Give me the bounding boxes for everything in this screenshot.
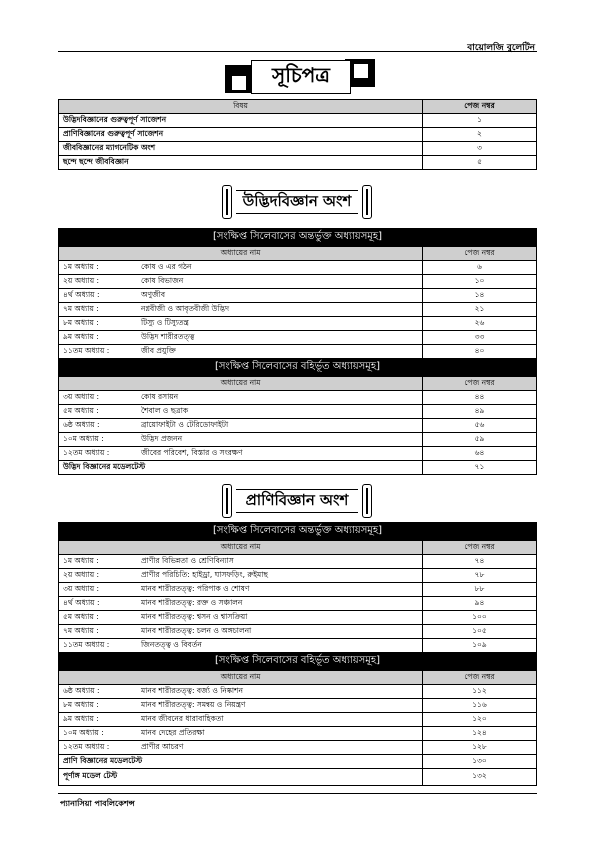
chapter-title: জিনতত্ত্ব ও বিবর্তন: [137, 639, 423, 653]
chapter-number: ৩য় অধ্যায় :: [59, 583, 138, 597]
model-test-row: [59, 461, 537, 475]
col-page: পেজ নম্বর: [423, 377, 537, 391]
chapter-number: ৭ম অধ্যায় :: [59, 625, 138, 639]
chapter-title: মানব শারীরতত্ত্ব: রক্ত ও সঞ্চালন: [137, 597, 423, 611]
chapter-title: কোষ ও এর গঠন: [137, 261, 423, 275]
chapter-row: [59, 639, 537, 653]
summary-subject: প্রাণিবিজ্ঞানের গুরুত্বপূর্ণ সাজেশন: [59, 128, 423, 142]
summary-page: ২: [423, 128, 537, 142]
chapter-row: [59, 433, 537, 447]
section-header-excluded: [59, 653, 537, 671]
col-page: পেজ নম্বর: [423, 671, 537, 685]
zoology-table: [58, 522, 537, 786]
col-chapter-name: অধ্যায়ের নাম: [59, 377, 423, 391]
chapter-number: ১০ম অধ্যায় :: [59, 727, 138, 741]
section-header: [সংক্ষিপ্ত সিলেবাসের বহির্ভূত অধ্যায়সমূহ]: [59, 359, 537, 377]
chapter-number: ২য় অধ্যায় :: [59, 275, 138, 289]
section-header: [সংক্ষিপ্ত সিলেবাসের অন্তর্ভুক্ত অধ্যায়সমূহ]: [59, 229, 537, 247]
chapter-number: ৩য় অধ্যায় :: [59, 391, 138, 405]
chapter-row: [59, 447, 537, 461]
scroll-roll-left: [222, 185, 232, 219]
chapter-title: মানব শারীরতত্ত্ব: শ্বসন ও শ্বাসক্রিয়া: [137, 611, 423, 625]
column-header-row: [59, 541, 537, 555]
chapter-number: ১১তম অধ্যায় :: [59, 345, 138, 359]
chapter-title: প্রাণীর পরিচিতি: হাইড্রা, ঘাসফড়িং, রুইমাছ: [137, 569, 423, 583]
model-test-row: [59, 755, 537, 769]
chapter-row: [59, 261, 537, 275]
summary-subject: জীববিজ্ঞানের ম্যাগনেটিক অংশ: [59, 142, 423, 156]
chapter-row: [59, 275, 537, 289]
column-header-row: [59, 671, 537, 685]
chapter-number: ৭ম অধ্যায় :: [59, 303, 138, 317]
summary-page: ৩: [423, 142, 537, 156]
chapter-title: অণুজীব: [137, 289, 423, 303]
chapter-row: [59, 331, 537, 345]
chapter-row: [59, 555, 537, 569]
full-model-test-row: [59, 769, 537, 786]
chapter-row: [59, 303, 537, 317]
chapter-page: ৮৮: [423, 583, 537, 597]
summary-subject: ছন্দে ছন্দে জীববিজ্ঞান: [59, 156, 423, 170]
chapter-title: জীবের পরিবেশ, বিস্তার ও সংরক্ষণ: [137, 447, 423, 461]
summary-subject: উদ্ভিদবিজ্ঞানের গুরুত্বপূর্ণ সাজেশন: [59, 114, 423, 128]
chapter-row: [59, 569, 537, 583]
col-page: পেজ নম্বর: [423, 247, 537, 261]
chapter-page: ২৬: [423, 317, 537, 331]
chapter-page: ২১: [423, 303, 537, 317]
chapter-row: [59, 317, 537, 331]
publisher-name: প্যানাসিয়া পাবলিকেশন্স: [60, 799, 135, 808]
chapter-page: ৩৩: [423, 331, 537, 345]
chapter-page: ১৪: [423, 289, 537, 303]
chapter-title: নগ্নবীজী ও আবৃতবীজী উদ্ভিদ: [137, 303, 423, 317]
chapter-row: [59, 727, 537, 741]
botany-table: [58, 228, 537, 475]
col-page: পেজ নম্বর: [423, 541, 537, 555]
header-rule: [58, 51, 537, 52]
chapter-title: উদ্ভিদ প্রজনন: [137, 433, 423, 447]
chapter-page: ১০: [423, 275, 537, 289]
chapter-number: ১২তম অধ্যায় :: [59, 447, 138, 461]
chapter-number: ৫ম অধ্যায় :: [59, 405, 138, 419]
chapter-row: [59, 289, 537, 303]
chapter-title: মানব শারীরতত্ত্ব: বর্জ্য ও নিষ্কাশন: [137, 685, 423, 699]
chapter-number: ১ম অধ্যায় :: [59, 555, 138, 569]
chapter-row: [59, 391, 537, 405]
chapter-title: মানব জীবনের ধারাবাহিকতা: [137, 713, 423, 727]
chapter-row: [59, 611, 537, 625]
chapter-page: ১২০: [423, 713, 537, 727]
chapter-row: [59, 699, 537, 713]
col-page: পেজ নম্বর: [423, 100, 537, 114]
chapter-page: ৯৪: [423, 597, 537, 611]
chapter-number: ১ম অধ্যায় :: [59, 261, 138, 275]
chapter-page: ৭৪: [423, 555, 537, 569]
chapter-number: ৬ষ্ঠ অধ্যায় :: [59, 685, 138, 699]
chapter-row: [59, 597, 537, 611]
model-test-page: ৭১: [423, 461, 537, 475]
chapter-title: শৈবাল ও ছত্রাক: [137, 405, 423, 419]
chapter-title: মানব শারীরতত্ত্ব: পরিপাক ও শোষণ: [137, 583, 423, 597]
model-test-title: প্রাণি বিজ্ঞানের মডেলটেস্ট: [59, 755, 423, 769]
scroll-roll-right: [362, 484, 372, 518]
summary-row: [59, 156, 537, 170]
section-header: [সংক্ষিপ্ত সিলেবাসের বহির্ভূত অধ্যায়সমূহ]: [59, 653, 537, 671]
chapter-title: ব্রায়োফাইটা ও টেরিডোফাইটা: [137, 419, 423, 433]
chapter-row: [59, 685, 537, 699]
chapter-title: টিস্যু ও টিস্যুতন্ত্র: [137, 317, 423, 331]
summary-header-row: [59, 100, 537, 114]
footer-rule: [58, 793, 537, 794]
chapter-number: ৮ম অধ্যায় :: [59, 317, 138, 331]
chapter-title: উদ্ভিদ শারীরতত্ত্ব: [137, 331, 423, 345]
full-model-test-page: ১৩২: [423, 769, 537, 786]
chapter-number: ৫ম অধ্যায় :: [59, 611, 138, 625]
botany-title-scroll: [222, 185, 372, 217]
model-test-page: ১৩০: [423, 755, 537, 769]
chapter-page: ৭৮: [423, 569, 537, 583]
summary-row: [59, 114, 537, 128]
zoology-title-scroll: [222, 484, 372, 516]
chapter-page: ৬৪: [423, 447, 537, 461]
chapter-number: ৯ম অধ্যায় :: [59, 331, 138, 345]
col-chapter-name: অধ্যায়ের নাম: [59, 247, 423, 261]
chapter-number: ২য় অধ্যায় :: [59, 569, 138, 583]
summary-page: ১: [423, 114, 537, 128]
zoology-title: প্রাণিবিজ্ঞান অংশ: [236, 489, 358, 513]
section-header-excluded: [59, 359, 537, 377]
chapter-row: [59, 405, 537, 419]
chapter-page: ১১২: [423, 685, 537, 699]
chapter-page: ৫৯: [423, 433, 537, 447]
chapter-row: [59, 419, 537, 433]
chapter-page: ৪০: [423, 345, 537, 359]
col-subject: বিষয়: [59, 100, 423, 114]
chapter-row: [59, 713, 537, 727]
chapter-title: জীব প্রযুক্তি: [137, 345, 423, 359]
chapter-page: ১০৯: [423, 639, 537, 653]
scroll-roll-left: [222, 484, 232, 518]
col-chapter-name: অধ্যায়ের নাম: [59, 671, 423, 685]
col-chapter-name: অধ্যায়ের নাম: [59, 541, 423, 555]
chapter-number: ৬ষ্ঠ অধ্যায় :: [59, 419, 138, 433]
chapter-number: ১০ম অধ্যায় :: [59, 433, 138, 447]
chapter-title: মানব শারীরতত্ত্ব: চলন ও অঙ্গচালনা: [137, 625, 423, 639]
model-test-title: উদ্ভিদ বিজ্ঞানের মডেলটেস্ট: [59, 461, 423, 475]
chapter-number: ৮ম অধ্যায় :: [59, 699, 138, 713]
chapter-title: কোষ বিভাজন: [137, 275, 423, 289]
chapter-number: ১১তম অধ্যায় :: [59, 639, 138, 653]
column-header-row: [59, 247, 537, 261]
chapter-row: [59, 741, 537, 755]
chapter-row: [59, 345, 537, 359]
chapter-page: ১২৪: [423, 727, 537, 741]
chapter-page: ৬: [423, 261, 537, 275]
botany-title: উদ্ভিদবিজ্ঞান অংশ: [236, 190, 358, 214]
full-model-test-title: পূর্ণাঙ্গ মডেল টেস্ট: [59, 769, 423, 786]
chapter-number: ৪র্থ অধ্যায় :: [59, 597, 138, 611]
chapter-page: ১০৫: [423, 625, 537, 639]
chapter-row: [59, 583, 537, 597]
chapter-page: ৫৬: [423, 419, 537, 433]
chapter-title: মানব শারীরতত্ত্ব: সমন্বয় ও নিয়ন্ত্রণ: [137, 699, 423, 713]
bulletin-title: বায়োলজি বুলেটিন: [467, 43, 535, 53]
summary-page: ৫: [423, 156, 537, 170]
chapter-page: ১০০: [423, 611, 537, 625]
chapter-number: ৪র্থ অধ্যায় :: [59, 289, 138, 303]
summary-row: [59, 142, 537, 156]
section-header-included: [59, 523, 537, 541]
scroll-roll-right: [362, 185, 372, 219]
toc-title: সূচিপত্র: [251, 60, 351, 94]
chapter-title: প্রাণীর আচরণ: [137, 741, 423, 755]
chapter-number: ৯ম অধ্যায় :: [59, 713, 138, 727]
chapter-page: ১২৮: [423, 741, 537, 755]
column-header-row: [59, 377, 537, 391]
chapter-page: ৪৯: [423, 405, 537, 419]
section-header: [সংক্ষিপ্ত সিলেবাসের অন্তর্ভুক্ত অধ্যায়সমূহ]: [59, 523, 537, 541]
chapter-title: কোষ রসায়ন: [137, 391, 423, 405]
chapter-row: [59, 625, 537, 639]
chapter-number: ১২তম অধ্যায় :: [59, 741, 138, 755]
chapter-title: মানব দেহের প্রতিরক্ষা: [137, 727, 423, 741]
chapter-page: ১১৬: [423, 699, 537, 713]
chapter-title: প্রাণীর বিভিন্নতা ও শ্রেণিবিন্যাস: [137, 555, 423, 569]
toc-banner: [225, 59, 375, 95]
chapter-page: ৪৪: [423, 391, 537, 405]
summary-table: [58, 99, 537, 170]
summary-row: [59, 128, 537, 142]
section-header-included: [59, 229, 537, 247]
